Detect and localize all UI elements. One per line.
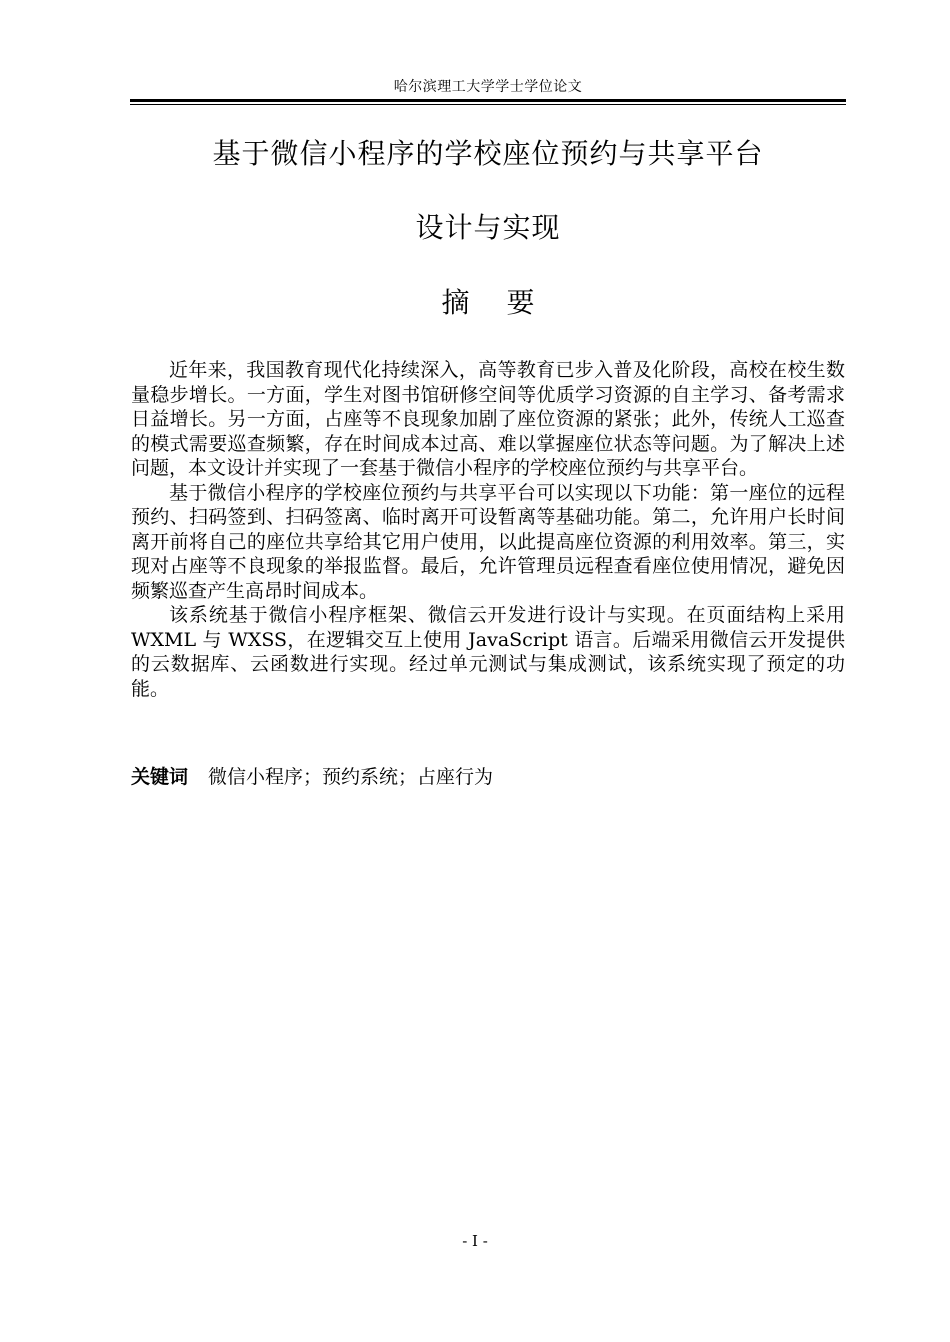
keywords-line bbox=[131, 764, 845, 790]
abstract-paragraph-1: 近年来，我国教育现代化持续深入，高等教育已步入普及化阶段，高校在校生数量稳步增长。一方面，学生对图书馆研修空间等优质学习资源的自主学习、备考需求日益增长。另一方面，占座等不良现象加剧了座位资源的紧张；此外，传统人工巡查的模式需要巡查频繁，存在时间成本过高、难以掌握座位状态等问题。为了解决上述问题，本文设计并实现了一套基于微信小程序的学校座位预约与共享平台。 bbox=[131, 359, 845, 479]
thesis-title-line-1: 基于微信小程序的学校座位预约与共享平台 bbox=[212, 137, 764, 170]
abstract-paragraph-2: 基于微信小程序的学校座位预约与共享平台可以实现以下功能：第一座位的远程预约、扫码签到、扫码签离、临时离开可设暂离等基础功能。第二，允许用户长时间离开前将自己的座位共享给其它用户使用，以此提高座位资源的利用效率。第三，实现对占座等不良现象的举报监督。最后，允许管理员远程查看座位使用情况，避免因频繁巡查产生高昂时间成本。 bbox=[131, 481, 845, 602]
header-rule-thin bbox=[130, 104, 846, 105]
running-header: 哈尔滨理工大学学士学位论文 bbox=[393, 79, 583, 95]
keywords-text: 微信小程序；预约系统；占座行为 bbox=[208, 766, 494, 788]
abstract-paragraph-3: 该系统基于微信小程序框架、微信云开发进行设计与实现。在页面结构上采用 WXML 与 WXSS，在逻辑交互上使用 JavaScript 语言。后端采用微信云开发提供的云数据库、云函数进行实现。经过单元测试与集成测试，该系统实现了预定的功能。 bbox=[131, 604, 845, 700]
keywords-label: 关键词 bbox=[131, 766, 189, 788]
thesis-title-line-2: 设计与实现 bbox=[415, 211, 561, 244]
abstract-heading: 摘 要 bbox=[441, 286, 535, 319]
abstract-body bbox=[131, 358, 845, 701]
page-number: - I - bbox=[462, 1232, 488, 1250]
header-rule-thick bbox=[130, 99, 846, 102]
